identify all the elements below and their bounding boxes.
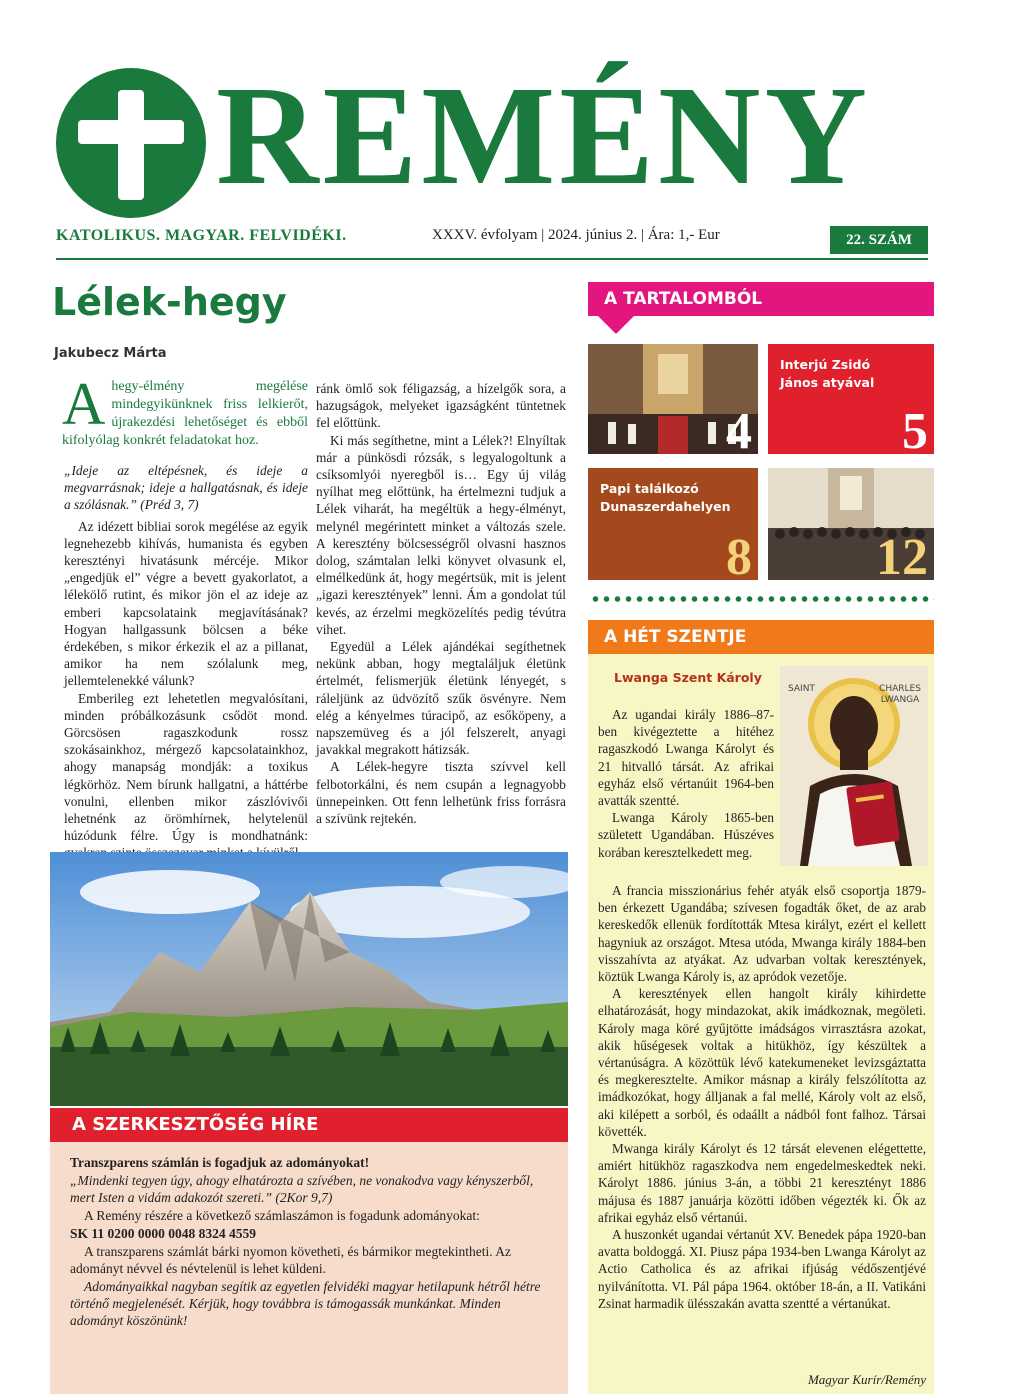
contents-item-page-4[interactable] (588, 344, 758, 454)
donation-headline: Transzparens számlán is fogadjuk az adományokat! (70, 1155, 370, 1170)
donation-text: A transzparens számlát bárki nyomon követheti, és bármikor megtekintheti. Az adományt névvel és névtelenül is lehet küldeni. (70, 1244, 512, 1276)
masthead (56, 56, 936, 214)
donation-text: A Remény részére a következő számlaszámon is fogadunk adományokat: (84, 1208, 480, 1223)
issue-number-badge: 22. SZÁM (830, 226, 928, 254)
donation-quote: „Mindenki tegyen úgy, ahogy elhatározta a szívében, ne vonakodva vagy kényszerből, mert Isten a vidám adakozót szereti.” (2Kor 9,7) (70, 1173, 534, 1205)
tagline: KATOLIKUS. MAGYAR. FELVIDÉKI. (56, 227, 347, 244)
contents-item-page-5[interactable] (768, 344, 934, 454)
article-paragraph: A Lélek-hegyre tiszta szívvel kell felbotorkálni, és nem csupán a legnagyobb ünnepeinken. Ott fenn lelhetünk friss forrásra a szívünk rejtekén. (316, 759, 566, 827)
issue-info: XXXV. évfolyam | 2024. június 2. | Ára: 1,- Eur (432, 227, 720, 243)
saint-paragraph: Mwanga király Károlyt és 12 társát elevenen elégettette, amiért hitükhöz ragaszkodva nem engedelmeskedtek neki. Károlyt 1886. június 3-án, a többi 21 keresztényt 1886 májusa és 1887 januárja közötti időben végezték ki. Ők az afrikai egyház első vértanúi. (598, 1141, 926, 1225)
bank-account-number: SK 11 0200 0000 0048 8324 4559 (70, 1226, 257, 1241)
saint-of-week-heading: A HÉT SZENTJE (588, 620, 934, 654)
saint-text-left (598, 706, 774, 861)
saint-name: Lwanga Szent Károly (614, 670, 762, 685)
page-number: 4 (726, 403, 752, 454)
cross-logo-icon (56, 68, 206, 218)
contents-item-title: Interjú Zsidó János atyával (780, 357, 875, 390)
article-paragraph: ránk ömlő sok féligazság, a hízelgők sora, a hazugságok, melyeket igazságként tüntetnek fel előttünk. (316, 381, 566, 431)
article-title: Lélek-hegy (52, 280, 287, 324)
page-number: 8 (726, 529, 752, 580)
contents-item-page-12[interactable] (768, 468, 934, 580)
page-number: 5 (902, 403, 928, 454)
contents-item-title: Papi találkozó Dunaszerdahelyen (600, 481, 731, 514)
drop-cap: A (62, 371, 106, 437)
contents-arrow-icon (598, 316, 634, 334)
contents-heading: A TARTALOMBÓL (588, 282, 934, 316)
saint-paragraph: A keresztények ellen hangolt király kihirdette elhatározását, hogy mindazokat, akik imádkoznak, megöleti. Károly maga köré gyűjtötte imádságos virrasztásra azokat, akik hűségesek voltak a hitükhöz, így készültek a vértanúságra. A közöttük lévő katekumeneket levizsgáztatta és megkeresztelte. Amikor másnap a király felszólította az imádkozókat, hogy álljanak a fal mellé, Károly volt az első, aki kilépett a sorból, és odaállt a nádból font falhoz. Társai követték. (598, 986, 926, 1139)
article-paragraph: Ki más segíthetne, mint a Lélek?! Elnyíltak már a pünkösdi rózsák, s legyalogoltunk a csíksomlyói nyeregből is… Egy új világ nyílhat meg előttünk, ha értelmezni tudjuk a Lélek viharát, ha megéltük a hegy-élményt, melynél megérintett minket a változás szele. A keresztény bölcsességről olvasni hasznos dolog, számtalan lelki könyvet olvasunk el, elmélkedünk át, hogy megértsük, mit is jelent „igazi keresztények” lenni. Ám a gondolat túl kevés, az érzelmi megközelítés pedig tévútra vihet. (316, 432, 566, 637)
newspaper-title: REMÉNY (216, 56, 872, 214)
saint-paragraph: Az ugandai király 1886–87-ben kivégeztette a hitéhez ragaszkodó Lwanga Károlyt és 21 hitvalló társát. Az afrikai egyház első vértanúit 1964-ben avatták szentté. (598, 707, 774, 809)
article-paragraph: Az idézett bibliai sorok megélése az egyik legnehezebb kihívás, humanista és egyben keresztényi hivatásunk mércéje. Mikor „engedjük el” végre a bevett gyakorlatot, a lélekölő rutint, és mikor jön el az ideje az emberi kapcsolataink megjavításának? Hogyan hallgassunk bölcsen a béke érdekében, s mikor érkezik el az a pillanat, amikor ha nem szólalunk meg, jellemtelenekké válunk? (64, 518, 308, 689)
portrait-label-left: SAINT (788, 684, 815, 694)
dotted-divider (590, 596, 934, 602)
saint-portrait (780, 666, 928, 866)
article-lead (62, 371, 308, 450)
contents-item-page-8[interactable] (588, 468, 758, 580)
saint-source: Magyar Kurír/Remény (807, 1372, 926, 1387)
saint-paragraph: A francia misszionárius fehér atyák első csoportja 1879-ben érkezett Ugandába; szívesen fogadták őket, de az arab kereskedők ellenük fordították Mtesa királyt, ezért el kellett hagyniuk az országot. Mtesa utóda, Mwanga király 1884-ben visszahívta az atyákat. Az udvarban voltak keresztények, köztük Lwanga Károly is, az apródok vezetője. (598, 883, 926, 985)
editorial-news-box (50, 1142, 568, 1394)
donation-closing: Adományaikkal nagyban segítik az egyetlen felvidéki magyar hetilapunk hétről hétre történő megjelenését. Kérjük, hogy továbbra is támogassák munkánkat. Minden adományt köszönünk! (70, 1279, 541, 1328)
page-number: 12 (876, 529, 928, 580)
bible-quote: „Ideje az eltépésnek, és ideje a megvarrásnak; ideje a hallgatásnak, és ideje a szólásnak.” (Préd 3, 7) (64, 463, 308, 513)
article-column-1 (64, 462, 308, 862)
saint-paragraph: Lwanga Károly 1865-ben született Ugandában. Húszéves korában keresztelkedett meg. (598, 810, 774, 860)
article-paragraph: Egyedül a Lélek ajándékai segíthetnek nekünk abban, hogy megtaláljuk életünk értelmét, felismerjük életünk lényegét, s ráleljünk az üdvözítő szűk ösvényre. Nem elég a kényelmes túracipő, az esőköpeny, a napszemüveg és a jól felszerelt, anyagi javakkal megrakott hátizsák. (316, 639, 566, 758)
masthead-rule (56, 258, 928, 260)
saint-text-full (598, 882, 926, 1312)
lead-text: hegy-élmény megélése mindegyikünknek friss lelkierőt, újrakezdési lehetőséget és ebből kifolyólag konkrét feladatokat hoz. (62, 379, 308, 448)
saint-paragraph: A huszonkét ugandai vértanút XV. Benedek pápa 1920-ban avatta boldoggá. XI. Piusz pápa 1934-ben Lwanga Károlyt az Actio Catholica és az afrikai ifjúság védőszentjévé nyilvánította. VI. Pál pápa 1964. október 18-án, a II. Vatikáni Zsinat harmadik ülésszakán avatta szentté a vértanúkat. (598, 1227, 926, 1311)
mountain-photo (50, 852, 568, 1106)
editorial-news-heading: A SZERKESZTŐSÉG HÍRE (50, 1108, 568, 1142)
portrait-label-right: CHARLES LWANGA (879, 684, 921, 705)
article-author: Jakubecz Márta (54, 346, 167, 361)
article-paragraph: Emberileg ezt lehetetlen megvalósítani, minden próbálkozásunk csődöt mond. Görcsösen ragaszkodunk rossz szokásainkhoz, mérgező kapcsolatainkhoz, ahogy manapság mondják: a toxikus légkörhöz. Nem bírunk hallgatni, a háttérbe vonulni, ellenben mikor zászlóvivői lehetnénk az örömhírnek, helytelenül húzódunk félre. Úgy is mondhatnánk: (64, 690, 308, 844)
article-column-2 (316, 380, 566, 827)
